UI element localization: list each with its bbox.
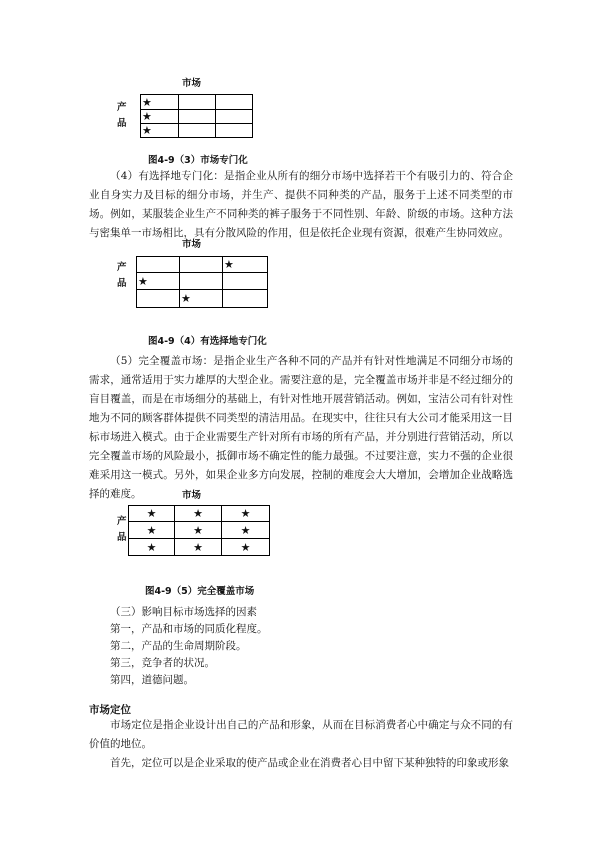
figure5-cell: ★ (222, 539, 270, 556)
figure4-cell: ★ (180, 290, 223, 308)
factors-item: 第三，竞争者的状况。 (110, 657, 215, 669)
figure3-cell: ★ (141, 110, 179, 124)
figure5-cell: ★ (129, 506, 175, 522)
figure4-cell (137, 290, 180, 308)
figure5-caption: 图4-9（5）完全覆盖市场 (145, 586, 255, 597)
figure3-cell (179, 95, 216, 110)
figure4-row-label: 产品 (117, 262, 127, 289)
factors-item: 第四，道德问题。 (110, 674, 194, 686)
figure4-cell: ★ (137, 273, 180, 290)
positioning-p1: 市场定位是指企业设计出自己的产品和形象，从而在目标消费者心中确定与众不同的有价值的地位。 (89, 719, 513, 750)
factors-item: 第一，产品和市场的同质化程度。 (110, 623, 268, 635)
figure3-cell (216, 95, 253, 110)
figure4-grid (136, 256, 268, 308)
figure5-cell: ★ (129, 539, 175, 556)
figure5-row-label: 产品 (117, 516, 127, 543)
figure4-cell (223, 273, 268, 290)
figure3-cell (216, 110, 253, 124)
figure5-cell: ★ (129, 522, 175, 539)
figure5-cell: ★ (175, 506, 222, 522)
figure3-cell (216, 124, 253, 138)
figure5-cell: ★ (222, 522, 270, 539)
figure4-caption: 图4-9（4）有选择地专门化 (148, 336, 267, 347)
figure3-col-label: 市场 (182, 78, 202, 89)
figure3-cell: ★ (141, 124, 179, 138)
section5-text: （5）完全覆盖市场：是指企业生产各种不同的产品并有针对性地满足不同细分市场的需求，通常适用于实力雄厚的大型企业。需要注意的是，完全覆盖市场并非是不经过细分的盲目覆盖，而是在市场细分的基础上，有针对性地开展营销活动。例如，宝洁公司有针对性地为不同的顾客群体提供不同类型的清洁用品。在现实中，往往只有大公司才能采用这一目标市场进入模式。由于企业需要生产针对所有市场的所有产品，并分别进行营销活动，所以完全覆盖市场的风险最小，抵御市场不确定性的能力最强。不过要注意，实力不强的企业很难采用这一模式。另外，如果企业多方向发展，控制的难度会大大增加，会增加企业战略选择的难度。 (89, 355, 513, 500)
factors-title: （三）影响目标市场选择的因素 (110, 606, 257, 618)
figure4-cell: ★ (223, 257, 268, 273)
figure4-col-label: 市场 (182, 239, 202, 250)
figure4-cell (137, 257, 180, 273)
figure5-cell: ★ (175, 539, 222, 556)
figure4-cell (180, 257, 223, 273)
positioning-heading: 市场定位 (89, 704, 131, 716)
figure4-cell (180, 273, 223, 290)
figure5-col-label: 市场 (182, 490, 202, 501)
figure3-row-label: 产品 (117, 102, 127, 129)
figure3-caption: 图4-9（3）市场专门化 (148, 155, 248, 166)
section4-paragraph (89, 167, 513, 243)
positioning-paragraph (89, 716, 513, 773)
figure3-cell (179, 124, 216, 138)
figure4-cell (223, 290, 268, 308)
figure5-grid (128, 505, 270, 556)
factors-item: 第二，产品的生命周期阶段。 (110, 640, 247, 652)
figure3-cell (179, 110, 216, 124)
figure5-cell: ★ (175, 522, 222, 539)
figure5-cell: ★ (222, 506, 270, 522)
positioning-p2: 首先，定位可以是企业采取的使产品或企业在消费者心目中留下某种独特的印象或形象 (110, 757, 509, 769)
section5-paragraph (89, 352, 513, 504)
section4-text: （4）有选择地专门化：是指企业从所有的细分市场中选择若干个有吸引力的、符合企业自身实力及目标的细分市场，并生产、提供不同种类的产品，服务于上述不同类型的市场。例如，某服装企业生产不同种类的裤子服务于不同性别、年龄、阶级的市场。这种方法与密集单一市场相比，具有分散风险的作用，但是依托企业现有资源，很难产生协同效应。 (89, 170, 513, 239)
figure3-grid (140, 94, 253, 138)
figure3-cell: ★ (141, 95, 179, 110)
